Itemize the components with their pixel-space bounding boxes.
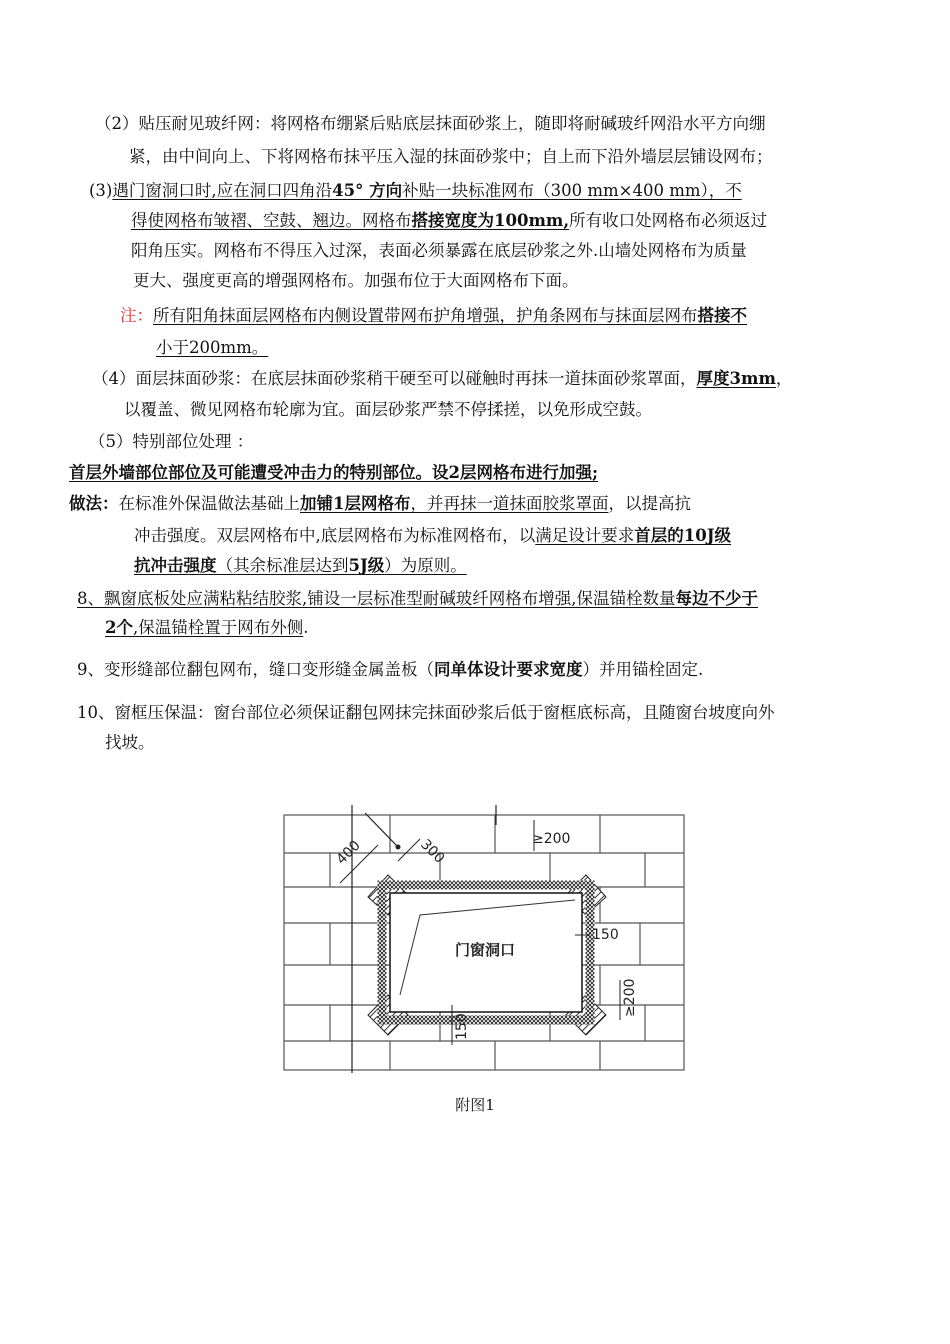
item9-b: 同单体设计要求宽度 [434,660,583,679]
item5-m2c: 首层的10J级 [634,526,732,545]
item3-line2 [131,210,767,232]
figure-caption: 附图1 [455,1096,495,1114]
item5-method-line2 [134,525,731,547]
item4-l1a: （4）面层抹面砂浆：在底层抹面砂浆稍干硬至可以碰触时再抹一道抹面砂浆罩面， [92,369,697,388]
item9-c: ）并用锚栓固定. [582,660,704,679]
item3-l2a: 得使网格布皱褶、空鼓、翘边。网格布 [131,211,412,230]
note-l1a: 所有阳角抹面层网格布内侧设置带网布护角增强，护角条网布与抹面层网布 [153,306,698,325]
item5-method-line1 [69,493,691,515]
item9-a: 9、变形缝部位翻包网布，缝口变形缝金属盖板（ [77,660,434,679]
item5-m1a: 在标准外保温做法基础上 [118,494,300,513]
item5-m2a: 冲击强度。双层网格布中,底层网格布为标准网格布，以 [134,526,536,545]
item5-m1c: ，并再抹一道抹面胶浆罩面 [410,494,609,513]
opening-label: 门窗洞口 [454,941,516,959]
item3-line4: 更大、强度更高的增强网格布。加强布位于大面网格布下面。 [133,271,579,290]
item5-m3d: ）为原则。 [384,556,467,575]
item8-l2a: 2个 [105,618,133,637]
item4-line2: 以覆盖、微见网格布轮廓为宜。面层砂浆严禁不停揉搓，以免形成空鼓。 [124,400,652,419]
item5-m3a: 抗冲击强度 [134,556,217,575]
item8-l1a: 8、飘窗底板处应满粘粘结胶浆,铺设一层标准型耐碱玻纤网格布增强,保温锚栓数量 [77,589,676,608]
dim-200-top: ≥200 [532,831,571,847]
dim-200-right: ≥200 [622,978,638,1017]
item9-line [77,659,703,681]
item8-l2b: ,保温锚栓置于网布外侧 [132,618,304,637]
note-line1 [120,305,747,327]
item10-line2: 找坡。 [105,733,155,752]
item4-l1c: ， [775,369,793,388]
item5-m3c: 5J级 [348,556,385,575]
item3-l2c: 所有收口处网格布必须返过 [569,211,768,230]
note-l1b: 搭接不 [697,306,747,325]
item3-line1 [89,180,742,202]
item5-bold-line: 首层外墙部位部位及可能遭受冲击力的特别部位。设2层网格布进行加强; [69,463,599,482]
note-label: 注： [120,306,153,325]
item2-line1: （2）贴压耐见玻纤网：将网格布绷紧后贴底层抹面砂浆上，随即将耐碱玻纤网沿水平方向绷 [95,114,766,133]
item3-l2b: 搭接宽度为100mm, [411,211,570,230]
note-line2 [156,337,268,359]
item3-l1c: 补贴一块标准网布（300 mm×400 mm），不 [402,181,742,200]
item5-method-label: 做法： [69,494,119,513]
item8-l2c: . [303,618,309,637]
item5-m3b: （其余标准层达到 [216,556,349,575]
item5-m2b: 满足设计要求 [535,526,635,545]
item5-title: （5）特别部位处理 ： [89,432,254,451]
window-opening-figure [270,805,700,1080]
item3-l1a: 遇门窗洞口时,应在洞口四角沿 [112,181,333,200]
dim-300: 300 [417,836,448,867]
dim-400: 400 [333,837,364,868]
item5-m1b: 加铺1层网格布 [300,494,411,513]
dim-150-right: 150 [592,927,619,943]
item3-line1-text [112,181,741,200]
note-l2: 小于200mm。 [156,338,269,357]
item8-line1 [77,588,758,610]
item2-line2: 紧，由中间向上、下将网格布抹平压入湿的抹面砂浆中；自上而下沿外墙层层铺设网布； [129,147,773,166]
item3-l1b: 45° 方向 [332,181,403,200]
item8-l1b: 每边不少于 [675,589,758,608]
item4-line1 [92,368,792,390]
item5-method-line3 [134,555,467,577]
item10-line1: 10、窗框压保温：窗台部位必须保证翻包网抹完抹面砂浆后低于窗框底标高，且随窗台坡度向外 [77,703,775,722]
dim-150-bottom: 150 [454,1013,470,1040]
item8-line2 [105,617,308,639]
item3-prefix: (3) [89,181,113,200]
item5-m1d: ，以提高抗 [608,494,691,513]
item3-line3: 阳角压实。网格布不得压入过深，表面必须暴露在底层砂浆之外.山墙处网格布为质量 [131,241,747,260]
item4-l1b: 厚度3mm [696,369,776,388]
